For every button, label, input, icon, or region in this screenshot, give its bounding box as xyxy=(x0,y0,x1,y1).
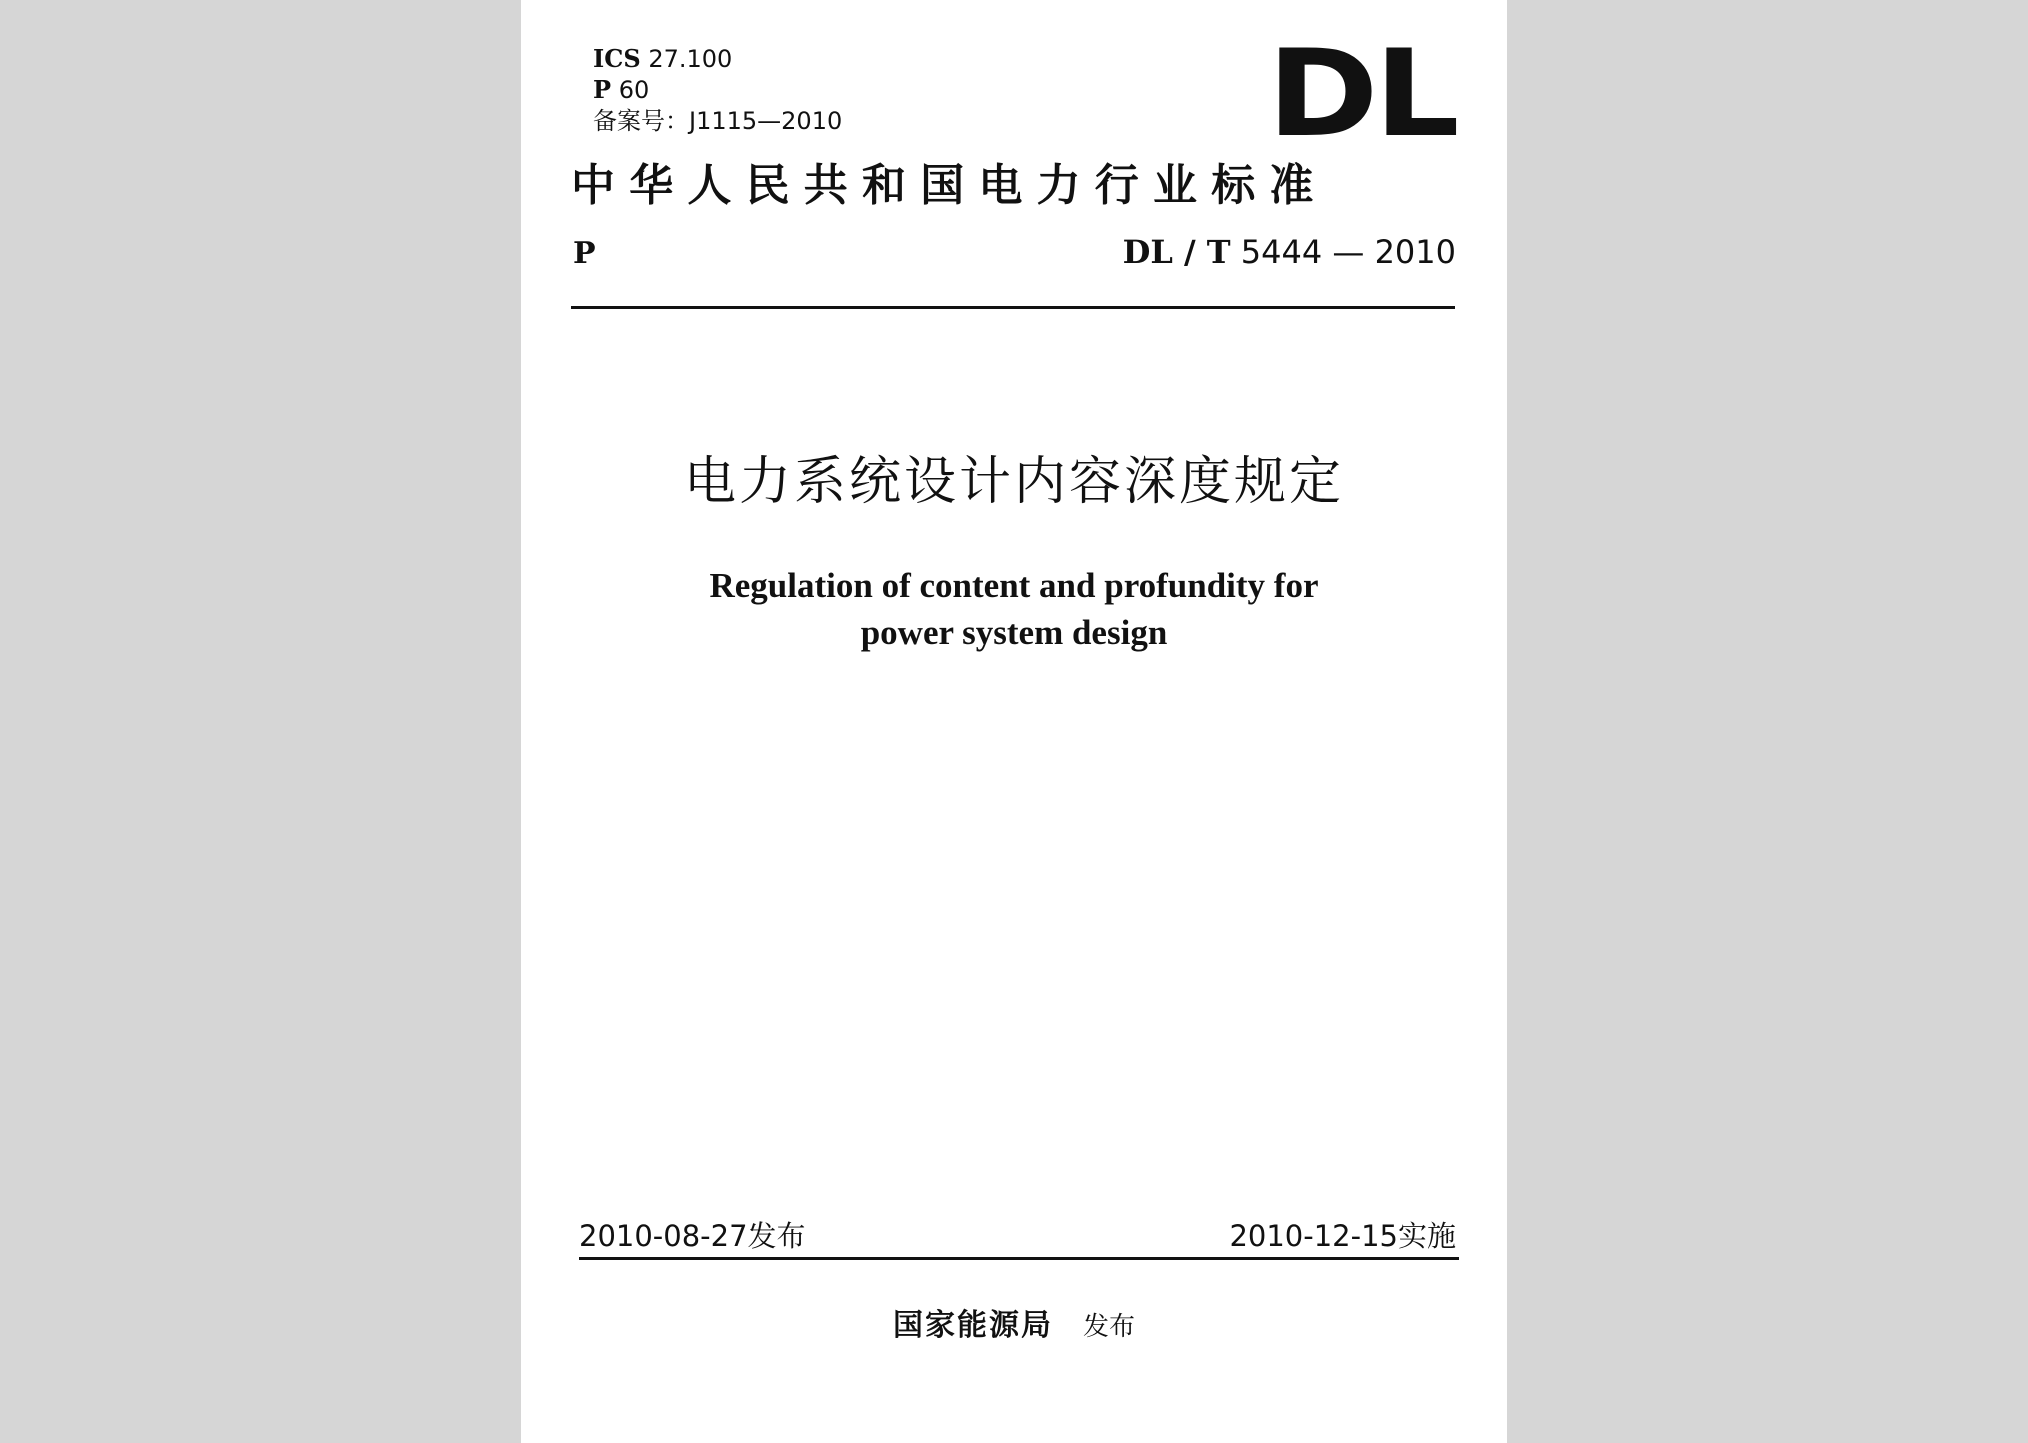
ics-value: 27.100 xyxy=(648,45,733,73)
top-divider xyxy=(571,306,1455,309)
ics-label: ICS xyxy=(593,44,641,73)
publisher-action: 发布 xyxy=(1082,1312,1135,1342)
ics-code xyxy=(593,45,732,73)
bottom-divider xyxy=(579,1257,1459,1260)
standard-number-value: 5444 — 2010 xyxy=(1240,233,1456,271)
classification-value: 60 xyxy=(618,76,650,104)
document-title-english-line1: Regulation of content and profundity for xyxy=(709,566,1319,605)
implementation-date: 2010-12-15实施 xyxy=(1229,1219,1456,1253)
dl-logo: DL xyxy=(1267,25,1456,164)
issue-date: 2010-08-27发布 xyxy=(579,1219,806,1253)
document-title-english-line2: power system design xyxy=(860,613,1168,652)
standard-class-letter: P xyxy=(573,236,596,271)
document-title-chinese: 电力系统设计内容深度规定 xyxy=(683,452,1344,512)
standard-number-prefix: DL / T xyxy=(1122,233,1231,271)
standard-number xyxy=(1123,232,1456,272)
publisher-organization: 国家能源局 xyxy=(892,1308,1053,1343)
national-standard-title: 中华人民共和国电力行业标准 xyxy=(571,160,1328,211)
filing-number: 备案号：J1115—2010 xyxy=(593,107,843,135)
publisher xyxy=(521,1306,1507,1347)
classification-label: P xyxy=(593,75,612,104)
classification-code xyxy=(593,76,649,104)
document-page xyxy=(521,0,1507,1443)
